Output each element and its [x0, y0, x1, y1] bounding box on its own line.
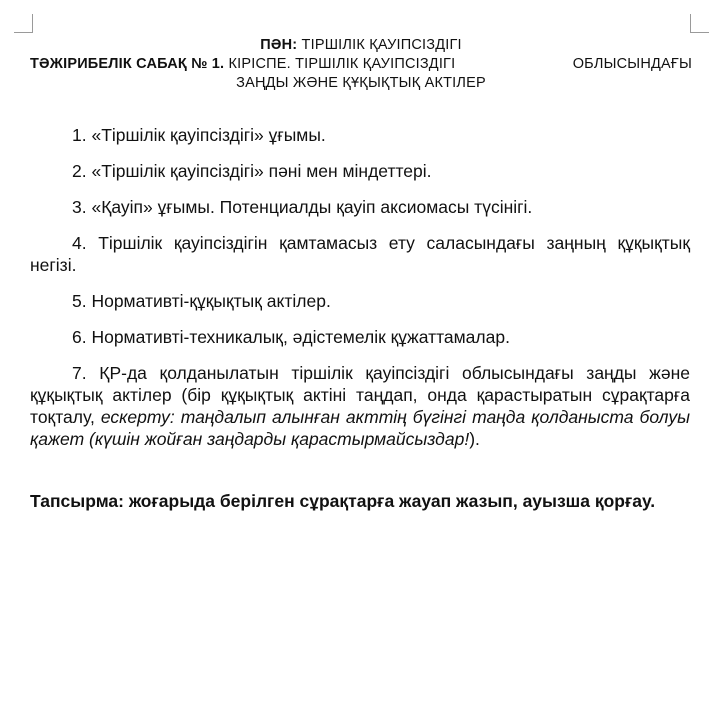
item7-note: ескерту: таңдалып алынған акттің бүгінгі таңда қолданыста болуы қажет (күшін жойған заңдарды қарастырмайсыздар!	[30, 407, 690, 449]
assignment-task: Тапсырма: жоғарыда берілген сұрақтарға жауап жазып, ауызша қорғау.	[30, 491, 656, 511]
list-item-7	[30, 362, 690, 450]
list-item: 3. «Қауіп» ұғымы. Потенциалды қауіп аксиомасы түсінігі.	[72, 197, 533, 217]
document-header	[30, 36, 692, 93]
lesson-line	[30, 55, 692, 74]
subject-name: ТІРШІЛІК ҚАУІПСІЗДІГІ	[301, 37, 462, 53]
list-item: 5. Нормативті-құқықтық актілер.	[72, 291, 331, 311]
question-list	[30, 124, 690, 450]
page-corner-mark-right	[690, 14, 709, 33]
subject-label: ПӘН:	[260, 37, 298, 53]
subject-line	[30, 36, 692, 55]
item7-end: ).	[469, 429, 480, 449]
lesson-heading	[30, 55, 455, 74]
list-item: 6. Нормативті-техникалық, әдістемелік құжаттамалар.	[72, 327, 510, 347]
lesson-label: ТӘЖІРИБЕЛІК САБАҚ № 1.	[30, 56, 225, 72]
lesson-title-part2: ОБЛЫСЫНДАҒЫ	[572, 56, 692, 72]
lesson-title-part1: КІРІСПЕ. ТІРШІЛІК ҚАУІПСІЗДІГІ	[228, 56, 456, 72]
list-item: 1. «Тіршілік қауіпсіздігі» ұғымы.	[72, 125, 326, 145]
page-corner-mark-left	[14, 14, 33, 33]
item7-text: 7. ҚР-да қолданылатын тіршілік қауіпсіздігі облысындағы заңды және құқықтық актілер (бір құқықтық актіні таңдап, онда қарастыратын сұрақтарға тоқталу,	[30, 363, 690, 427]
list-item: 4. Тіршілік қауіпсіздігін қамтамасыз ету саласындағы заңның құқықтық негізі.	[30, 233, 690, 275]
list-item: 2. «Тіршілік қауіпсіздігі» пәні мен міндеттері.	[72, 161, 432, 181]
lesson-title-part3: ЗАҢДЫ ЖӘНЕ ҚҰҚЫҚТЫҚ АКТІЛЕР	[236, 75, 486, 91]
